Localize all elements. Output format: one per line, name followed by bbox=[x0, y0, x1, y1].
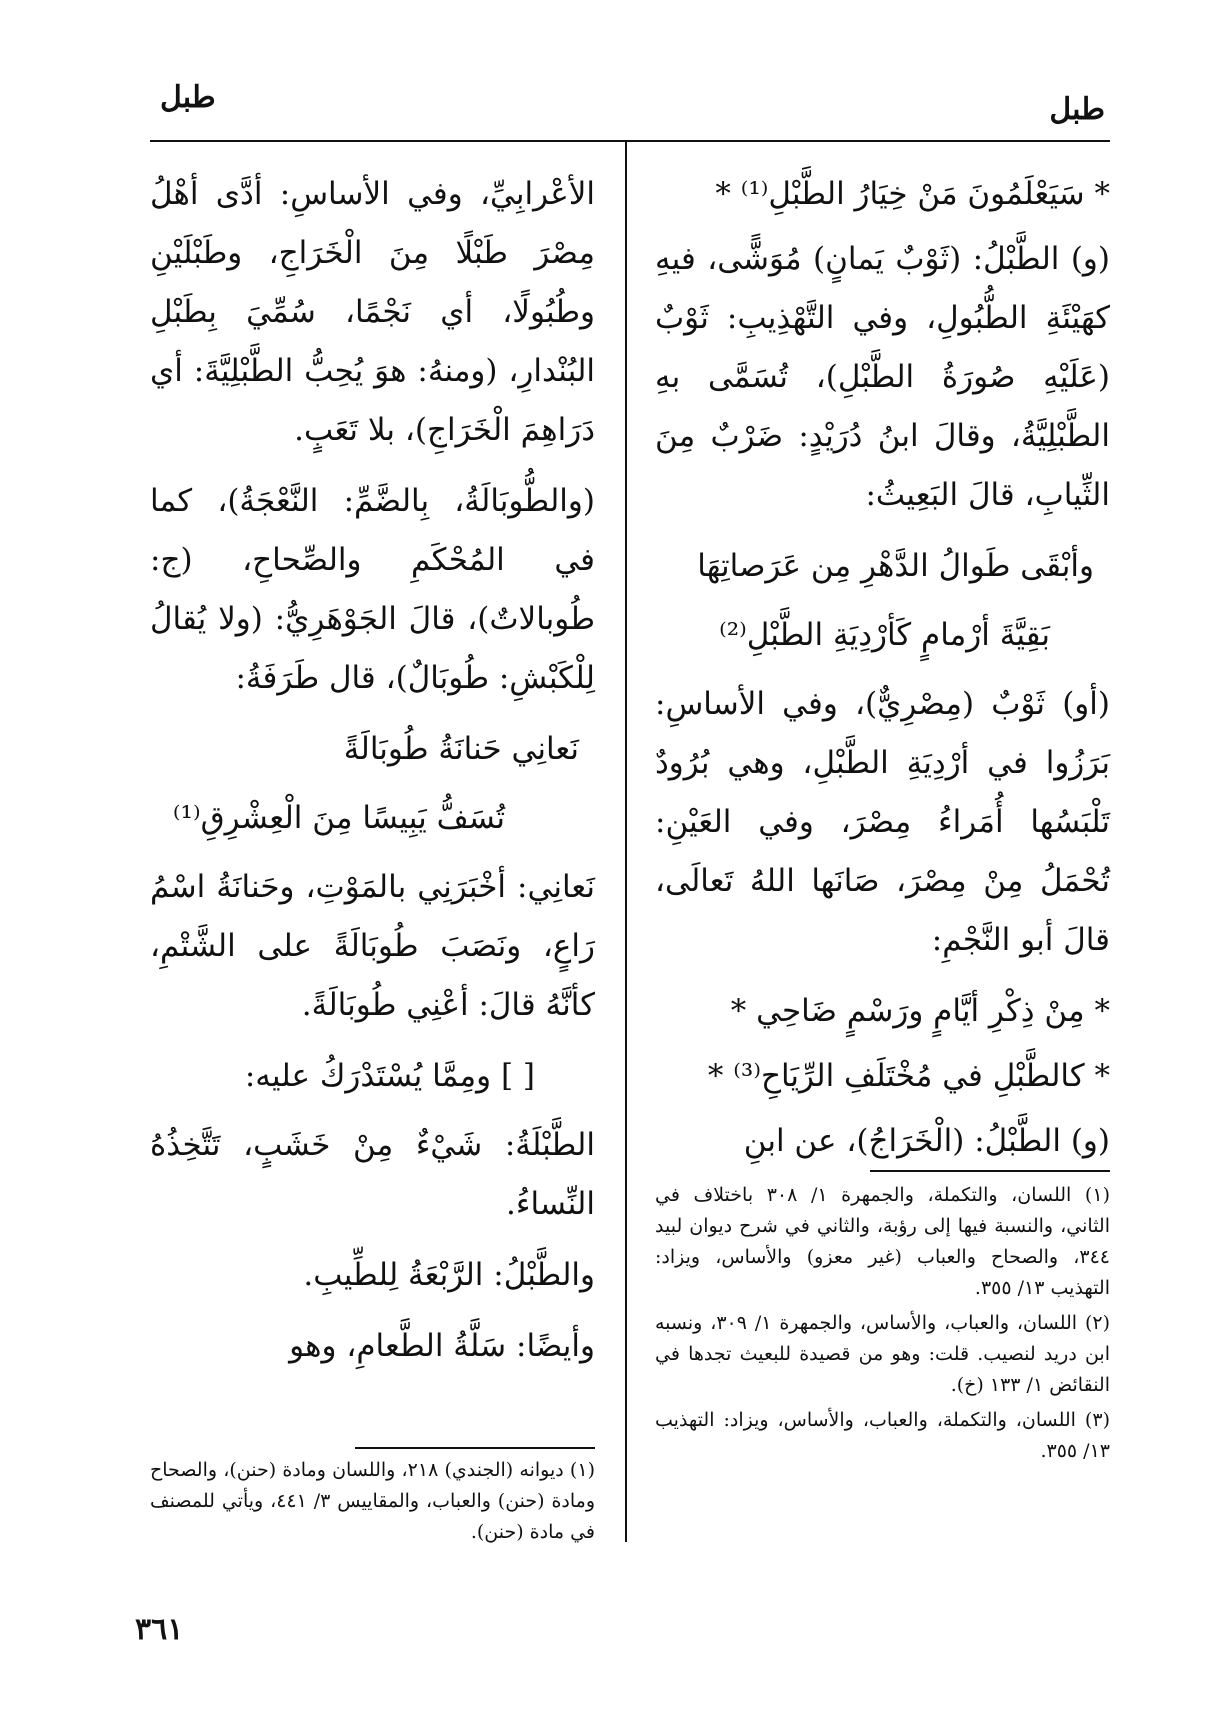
body-paragraph: الأعْرابِيِّ، وفي الأساسِ: أدَّى أهْلُ مِصْرَ طَبْلًا مِنَ الْخَرَاجِ، وطَبْلَيْنِ وطُبُولًا، أي نَجْمًا، سُمِّيَ بِطَبْلِ البُنْدارِ، (ومنهُ: هوَ يُحِبُّ الطَّبْلِيَّةَ: أي دَرَاهِمَ الْخَرَاجِ)، بلا تَعَبٍ. bbox=[150, 176, 595, 448]
page-number: ٣٦١ bbox=[135, 1612, 184, 1647]
left-column bbox=[150, 165, 595, 1388]
left-footnotes bbox=[150, 1455, 595, 1552]
footnote-rule bbox=[355, 1447, 595, 1449]
body-paragraph: (والطُّوبَالَةُ، بِالضَّمِّ: النَّعْجَةُ)، كما في المُحْكَمِ والصِّحاحِ، (ج: طُوبالاتٌ)، قالَ الجَوْهَرِيُّ: (ولا يُقالُ لِلْكَبْشِ: طُوبَالٌ)، قال طَرَفَةُ: bbox=[150, 483, 595, 696]
body-paragraph: نَعانِي: أخْبَرَنِي بالمَوْتِ، وحَنانَةُ اسْمُ رَاعٍ، ونَصَبَ طُوبَالَةً على الشَّتْمِ، كأنَّهُ قالَ: أعْنِي طُوبَالَةً. bbox=[150, 869, 595, 1023]
footnote: (١) ديوانه (الجندي) ٢١٨، واللسان ومادة (حنن)، والصحاح ومادة (حنن) والعباب، والمقاييس ٣/ ٤٤١، ويأتي للمصنف في مادة (حنن). bbox=[150, 1459, 595, 1543]
verse-line: وأبْقَى طَوالُ الدَّهْرِ مِن عَرَصاتِهَا bbox=[697, 548, 1094, 584]
body-paragraph: (و) الطَّبْلُ: (الْخَرَاجُ)، عن ابنِ bbox=[743, 1123, 1110, 1159]
right-footnotes bbox=[655, 1180, 1110, 1471]
verse-line: * كالطَّبْلِ في مُخْتَلَفِ الرِّيَاحِ⁽³⁾ * bbox=[707, 1058, 1110, 1094]
header-left-word: طبل bbox=[160, 80, 216, 115]
verse-line: نَعانِي حَنانَةُ طُوبَالَةً bbox=[343, 731, 579, 767]
body-paragraph: الطَّبْلَةُ: شَيْءٌ مِنْ خَشَبٍ، تَتَّخِذُهُ النِّساءُ. bbox=[150, 1127, 595, 1222]
verse-line: تُسَفُّ يَبِيسًا مِنَ الْعِشْرِقِ⁽¹⁾ bbox=[172, 800, 505, 836]
body-paragraph: وأيضًا: سَلَّةُ الطَّعامِ، وهو bbox=[289, 1328, 595, 1364]
verse-line: * سَيَعْلَمُونَ مَنْ خِيَارُ الطَّبْلِ⁽¹⁾ * bbox=[715, 176, 1110, 212]
footnote: (٢) اللسان، والعباب، والأساس، والجمهرة ١/ ٣٠٩، ونسبه ابن دريد لنصيب. قلت: وهو من قصيدة للبعيث تجدها في النقائض ١/ ١٣٣ (خ). bbox=[655, 1312, 1110, 1396]
column-divider bbox=[625, 142, 627, 1542]
verse-line: بَقِيَّةَ أرْمامٍ كَأرْدِيَةِ الطَّبْلِ⁽²⁾ bbox=[719, 617, 1050, 653]
verse-line: * مِنْ ذِكْرِ أيَّامٍ ورَسْمٍ ضَاحِي * bbox=[730, 993, 1110, 1029]
header-rule bbox=[150, 140, 1110, 142]
section-heading: [ ] ومِمَّا يُسْتَدْرَكُ عليه: bbox=[244, 1058, 535, 1094]
header-right-word: طبل bbox=[1049, 92, 1105, 127]
body-paragraph: (أو) ثَوْبٌ (مِصْرِيٌّ)، وفي الأساسِ: بَرَزُوا في أرْدِيَةِ الطَّبْلِ، وهي بُرُودٌ تَلْبَسُها أُمَراءُ مِصْرَ، وفي العَيْنِ: تُحْمَلُ مِنْ مِصْرَ، صَانَها اللهُ تَعالَى، قالَ أبو النَّجْمِ: bbox=[655, 686, 1110, 958]
footnote: (١) اللسان، والتكملة، والجمهرة ١/ ٣٠٨ باختلاف في الثاني، والنسبة فيها إلى رؤبة، والثاني في شرح ديوان لبيد ٣٤٤، والصحاح والعباب (غير معزو) والأساس، ويزاد: التهذيب ١٣/ ٣٥٥. bbox=[655, 1184, 1110, 1299]
body-paragraph: (و) الطَّبْلُ: (ثَوْبٌ يَمانٍ) مُوَشًّى، فيهِ كهَيْئَةِ الطُّبُولِ، وفي التَّهْذِيبِ: ثَوْبٌ (عَلَيْهِ صُورَةُ الطَّبْلِ)، تُسَمَّى بهِ الطَّبْلِيَّةُ، وقالَ ابنُ دُرَيْدٍ: ضَرْبٌ مِنَ الثِّيابِ، قالَ البَعِيثُ: bbox=[655, 241, 1110, 513]
footnote: (٣) اللسان، والتكملة، والعباب، والأساس، ويزاد: التهذيب ١٣/ ٣٥٥. bbox=[655, 1409, 1110, 1462]
body-paragraph: والطَّبْلُ: الرَّبْعَةُ لِلطِّيبِ. bbox=[303, 1257, 595, 1293]
footnote-rule bbox=[870, 1170, 1110, 1172]
right-column bbox=[655, 165, 1110, 1183]
